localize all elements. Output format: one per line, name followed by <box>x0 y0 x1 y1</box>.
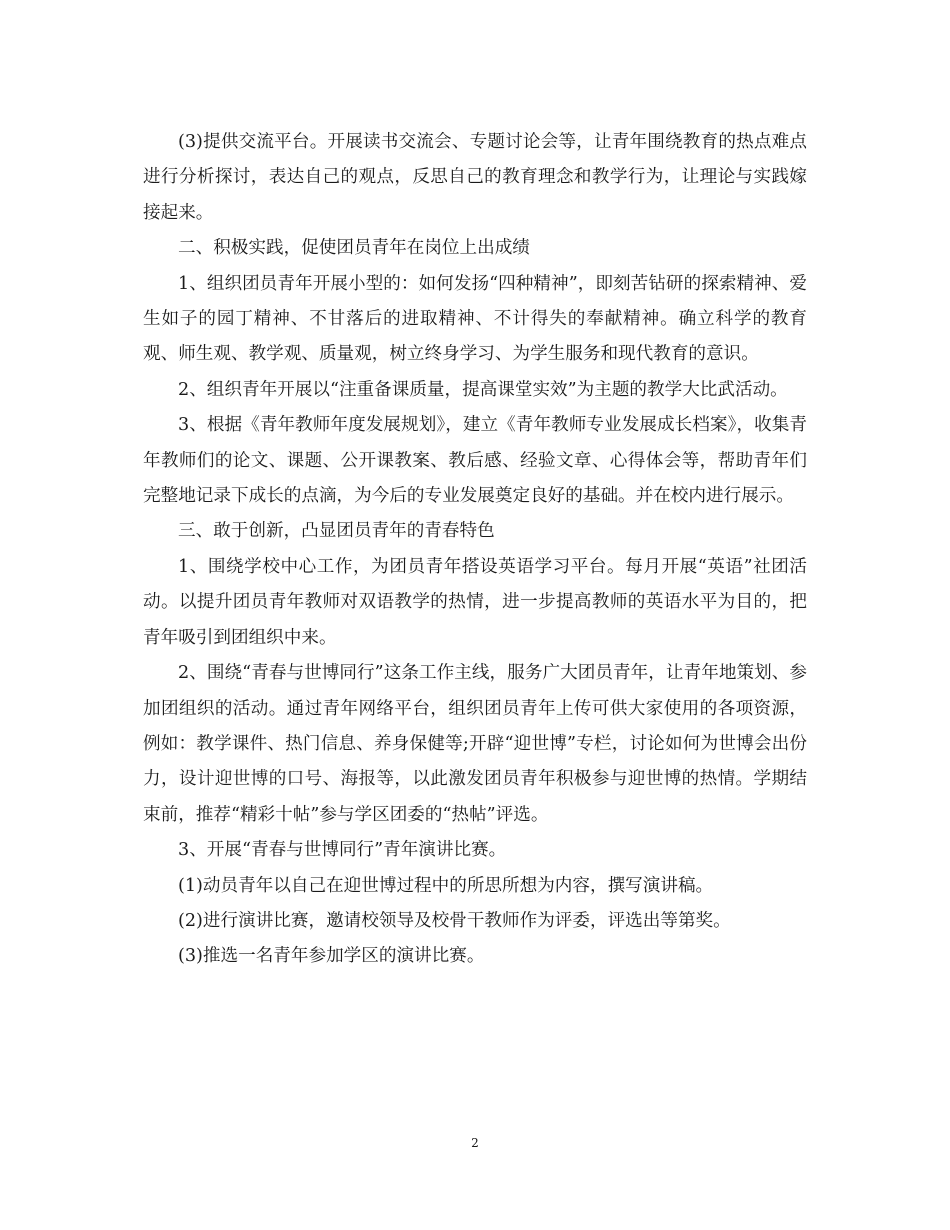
paragraph-teaching-contest: 2、组织青年开展以“注重备课质量，提高课堂实效”为主题的教学大比武活动。 <box>178 379 788 400</box>
paragraph-growth-archive: 3、根据《青年教师年度发展规划》，建立《青年教师专业发展成长档案》，收集青年教师们的论文、课题、公开课教案、教后感、经验文章、心得体会等，帮助青年们完整地记录下成长的点滴，为今后的专业发展奠定良好的基础。并在校内进行展示。 <box>143 415 807 507</box>
paragraph-speech-contest: 3、开展“青春与世博同行”青年演讲比赛。 <box>178 840 507 861</box>
paragraph-four-spirits: 1、组织团员青年开展小型的：如何发扬“四种精神”，即刻苦钻研的探索精神、爱生如子的园丁精神、不甘落后的进取精神、不计得失的奉献精神。确立科学的教育观、师生观、教学观、质量观，树立终身学习、为学生服务和现代教育的意识。 <box>143 273 807 365</box>
section-heading-innovation: 三、敢于创新，凸显团员青年的青春特色 <box>178 521 495 542</box>
list-item-district-contest: (3)推选一名青年参加学区的演讲比赛。 <box>178 946 485 967</box>
list-item-speech-draft: (1)动员青年以自己在迎世博过程中的所思所想为内容，撰写演讲稿。 <box>178 875 714 896</box>
document-body <box>143 125 807 975</box>
section-heading-practice: 二、积极实践，促使团员青年在岗位上出成绩 <box>178 238 530 259</box>
paragraph-exchange-platform: (3)提供交流平台。开展读书交流会、专题讨论会等，让青年围绕教育的热点难点进行分析探讨，表达自己的观点，反思自己的教育理念和教学行为，让理论与实践嫁接起来。 <box>143 132 807 223</box>
page-number: 2 <box>471 1136 479 1150</box>
paragraph-expo-mainline: 2、围绕“青春与世博同行”这条工作主线，服务广大团员青年，让青年地策划、参加团组织的活动。通过青年网络平台，组织团员青年上传可供大家使用的各项资源，例如：教学课件、热门信息、养身保健等;开辟“迎世博”专栏，讨论如何为世博会出份力，设计迎世博的口号、海报等，以此激发团员青年积极参与迎世博的热情。学期结束前，推荐“精彩十帖”参与学区团委的“热帖”评选。 <box>143 663 807 825</box>
paragraph-english-platform: 1、围绕学校中心工作，为团员青年搭设英语学习平台。每月开展“英语”社团活动。以提升团员青年教师对双语教学的热情，进一步提高教师的英语水平为目的，把青年吸引到团组织中来。 <box>143 556 807 648</box>
list-item-speech-judging: (2)进行演讲比赛，邀请校领导及校骨干教师作为评委，评选出等第奖。 <box>178 910 731 931</box>
